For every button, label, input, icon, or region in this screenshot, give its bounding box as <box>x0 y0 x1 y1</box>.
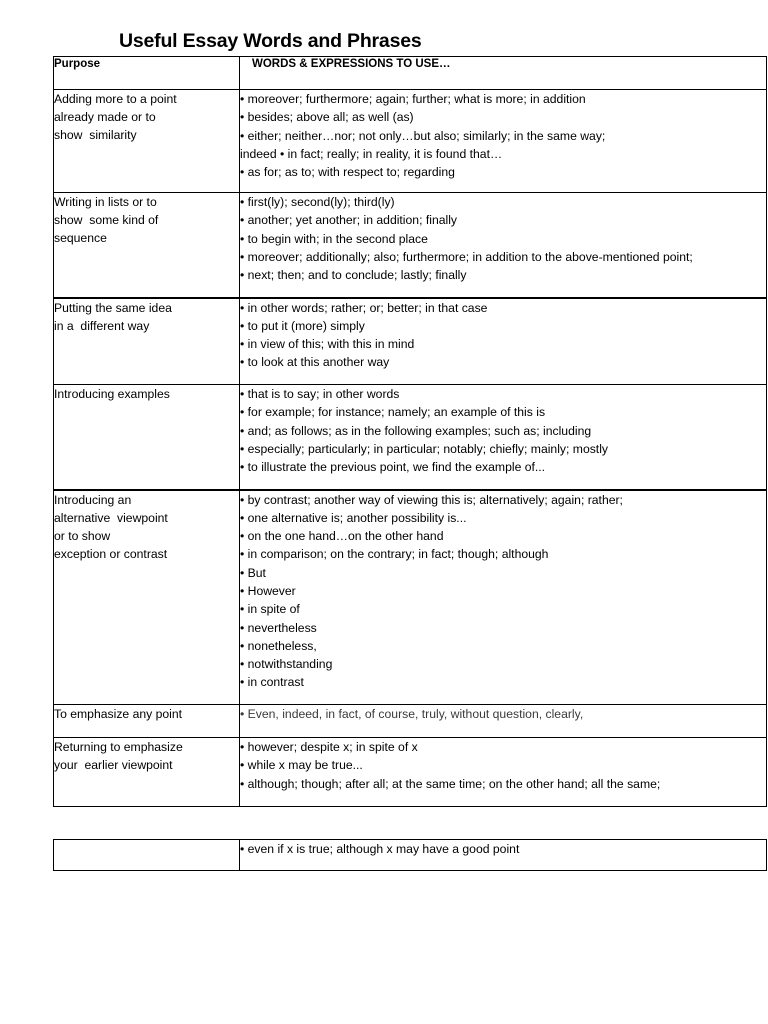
table-row <box>54 840 767 871</box>
purpose-cell <box>54 490 240 705</box>
purpose-line: alternative viewpoint <box>54 510 168 525</box>
phrase-line: • as for; as to; with respect to; regarding <box>240 165 455 180</box>
purpose-cell <box>54 298 240 385</box>
phrase-line: • on the one hand…on the other hand <box>240 529 444 544</box>
phrase-line: • But <box>240 565 266 580</box>
purpose-cell <box>54 193 240 298</box>
phrase-line: • However <box>240 583 296 598</box>
phrase-line: • for example; for instance; namely; an example of this is <box>240 405 546 420</box>
purpose-line: or to show <box>54 528 111 543</box>
phrase-line: • first(ly); second(ly); third(ly) <box>240 195 395 209</box>
essay-phrases-table <box>53 56 767 807</box>
purpose-line: show some kind of <box>54 213 159 227</box>
phrase-line: • while x may be true... <box>240 758 363 773</box>
page-title: Useful Essay Words and Phrases <box>119 30 422 52</box>
phrases-cell <box>240 738 767 807</box>
phrases-cell <box>240 90 767 193</box>
purpose-line: To emphasize any point <box>54 707 183 721</box>
phrases-cell <box>240 298 767 385</box>
phrase-line: indeed • in fact; really; in reality, it is found that… <box>240 146 503 161</box>
phrase-line: • especially; particularly; in particular; notably; chiefly; mainly; mostly <box>240 441 608 456</box>
purpose-cell <box>54 840 240 871</box>
purpose-line: show similarity <box>54 128 137 142</box>
table-row <box>54 90 767 193</box>
purpose-cell <box>54 385 240 490</box>
purpose-header: Purpose <box>54 57 240 90</box>
table-row <box>54 490 767 705</box>
words-header: WORDS & EXPRESSIONS TO USE… <box>240 57 767 90</box>
table-row <box>54 193 767 298</box>
phrase-line: • in other words; rather; or; better; in that case <box>240 300 488 315</box>
table-row <box>54 705 767 738</box>
purpose-line: Introducing an <box>54 492 132 507</box>
phrase-line: • to illustrate the previous point, we find the example of... <box>240 460 546 475</box>
purpose-line: Returning to emphasize <box>54 740 183 754</box>
phrase-line: • although; though; after all; at the same time; on the other hand; all the same; <box>240 776 661 791</box>
purpose-line: Putting the same idea <box>54 300 172 315</box>
purpose-line: exception or contrast <box>54 546 168 561</box>
table-row <box>54 298 767 385</box>
purpose-line: already made or to <box>54 110 156 124</box>
phrase-line: • to begin with; in the second place <box>240 231 428 246</box>
continuation-table <box>53 839 767 871</box>
phrase-line: • nevertheless <box>240 620 317 635</box>
purpose-line: Introducing examples <box>54 387 170 401</box>
purpose-cell <box>54 738 240 807</box>
table-row <box>54 385 767 490</box>
phrases-cell <box>240 193 767 298</box>
table-header-row <box>54 57 767 90</box>
purpose-line: sequence <box>54 231 107 245</box>
phrase-line: • moreover; furthermore; again; further; what is more; in addition <box>240 92 586 106</box>
phrase-line: • that is to say; in other words <box>240 387 400 401</box>
phrase-line: • in contrast <box>240 675 304 690</box>
phrase-line: • next; then; and to conclude; lastly; finally <box>240 268 467 283</box>
phrase-line: • Even, indeed, in fact, of course, truly, without question, clearly, <box>240 707 584 721</box>
phrases-cell <box>240 490 767 705</box>
phrases-cell <box>240 385 767 490</box>
phrase-line: • in view of this; with this in mind <box>240 337 415 352</box>
purpose-line: Writing in lists or to <box>54 195 157 209</box>
phrase-line: • either; neither…nor; not only…but also; similarly; in the same way; <box>240 128 606 143</box>
phrase-line: • another; yet another; in addition; finally <box>240 213 458 228</box>
phrase-line: • in spite of <box>240 602 300 617</box>
purpose-line: your earlier viewpoint <box>54 758 173 772</box>
phrase-line: • and; as follows; as in the following examples; such as; including <box>240 423 592 438</box>
purpose-cell <box>54 90 240 193</box>
phrase-line: • besides; above all; as well (as) <box>240 110 414 125</box>
phrase-line: • notwithstanding <box>240 657 333 672</box>
purpose-line: in a different way <box>54 318 150 333</box>
phrase-line: • however; despite x; in spite of x <box>240 740 418 754</box>
phrase-line: • to put it (more) simply <box>240 318 365 333</box>
phrases-cell <box>240 840 767 871</box>
phrase-line: • nonetheless, <box>240 638 317 653</box>
phrase-line: • even if x is true; although x may have a good point <box>240 842 520 856</box>
purpose-cell <box>54 705 240 738</box>
purpose-line: Adding more to a point <box>54 92 177 106</box>
phrase-line: • in comparison; on the contrary; in fact; though; although <box>240 547 549 562</box>
table-row <box>54 738 767 807</box>
phrase-line: • by contrast; another way of viewing this is; alternatively; again; rather; <box>240 492 623 507</box>
phrase-line: • to look at this another way <box>240 355 390 370</box>
phrase-line: • moreover; additionally; also; furthermore; in addition to the above-mentioned point; <box>240 249 693 264</box>
phrases-cell <box>240 705 767 738</box>
phrase-line: • one alternative is; another possibility is... <box>240 510 467 525</box>
